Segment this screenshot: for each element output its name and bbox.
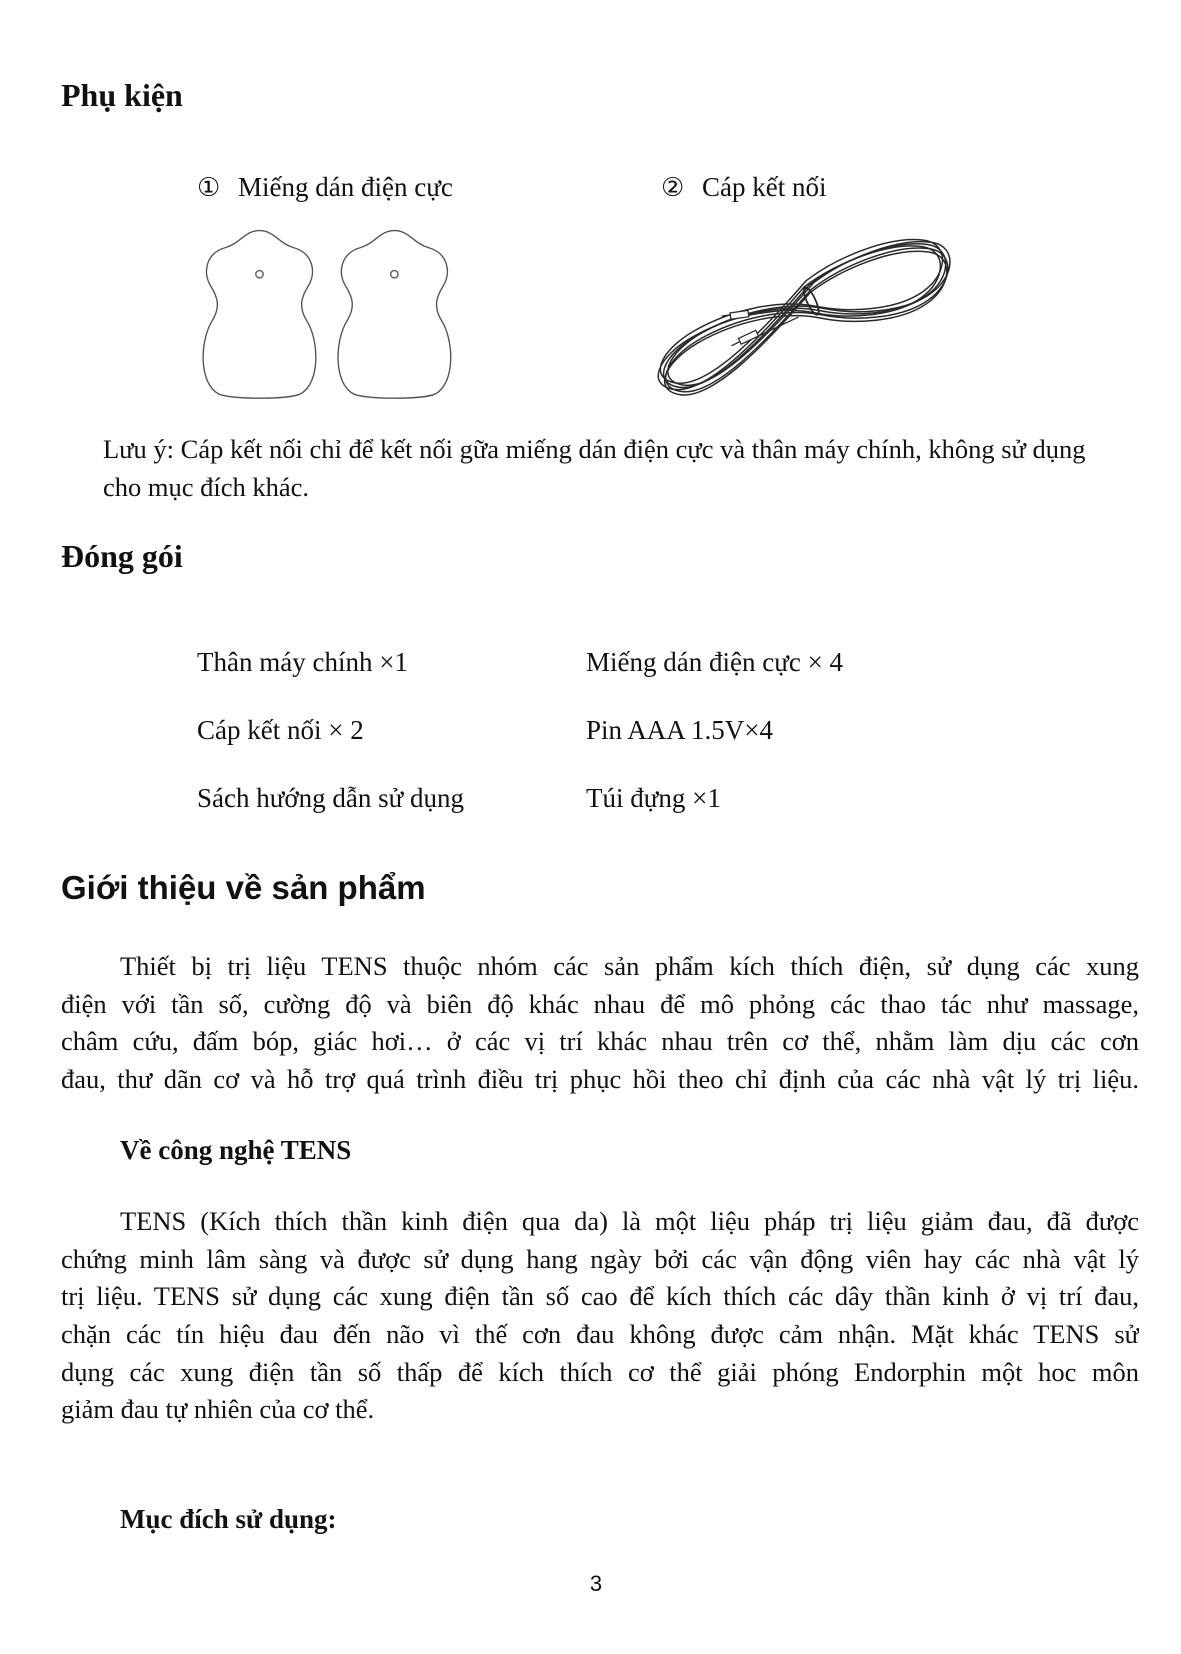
cable-strand: [665, 251, 947, 395]
packaging-item: Cáp kết nối × 2: [197, 715, 364, 745]
section-heading-packaging: Đóng gói: [61, 538, 183, 574]
note-line: cho mục đích khác.: [103, 472, 310, 502]
item-label: Cáp kết nối: [702, 172, 827, 202]
connection-cable-illustration: [644, 234, 953, 399]
packaging-item: Miếng dán điện cực × 4: [586, 647, 844, 677]
electrode-pad-left: [203, 231, 316, 399]
paragraph-line: TENS (Kích thích thần kinh điện qua da) là một liệu pháp trị liệu giảm đau, đã được: [120, 1206, 1139, 1236]
note-line: Lưu ý: Cáp kết nối chỉ để kết nối gữa miếng dán điện cực và thân máy chính, không sử dụng: [103, 434, 1086, 464]
electrode-pad-outline: [338, 231, 451, 399]
item-number: ②: [661, 173, 685, 203]
subheading-tens-technology: Về công nghệ TENS: [120, 1135, 352, 1165]
paragraph-line: chứng minh lâm sàng và được sử dụng hang ngày bởi các vận động viên hay các nhà vật lý: [61, 1243, 1139, 1274]
paragraph-line: dụng các xung điện tần số thấp để kích thích cơ thể giải phóng Endorphin một hoc môn: [61, 1356, 1139, 1387]
paragraph-line: chặn các tín hiệu đau đến não vì thế cơn đau không được cảm nhận. Mặt khác TENS sử: [61, 1319, 1139, 1350]
accessory-item-connection-cable: [661, 171, 826, 204]
paragraph-line: Thiết bị trị liệu TENS thuộc nhóm các sản phẩm kích thích điện, sử dụng các xung: [120, 951, 1139, 981]
electrode-pad-right: [338, 231, 451, 399]
item-label: Miếng dán điện cực: [238, 172, 453, 202]
accessory-item-electrode-pads: [197, 171, 453, 204]
paragraph-line: châm cứu, đấm bóp, giác hơi… ở các vị trí khác nhau trên cơ thể, nhằm làm dịu các cơn: [61, 1026, 1139, 1057]
product-intro-paragraph: [61, 948, 1139, 1099]
packaging-item: Pin AAA 1.5V×4: [586, 715, 774, 745]
subheading-intended-use: Mục đích sử dụng:: [120, 1504, 337, 1534]
paragraph-line: giảm đau tự nhiên của cơ thể.: [61, 1394, 375, 1425]
electrode-pads-illustration: [200, 226, 456, 402]
section-heading-accessories: Phụ kiện: [61, 77, 183, 113]
section-heading-product-intro: Giới thiệu về sản phẩm: [61, 869, 426, 906]
tens-technology-paragraph: [61, 1203, 1139, 1429]
page-number: 3: [589, 1571, 603, 1596]
accessories-note: [103, 430, 1086, 506]
paragraph-line: đau, thư dãn cơ và hỗ trợ quá trình điều trị phục hồi theo chỉ định của các nhà vật lý trị liệu.: [61, 1064, 1139, 1095]
cable-strand: [658, 246, 940, 390]
packaging-item: Túi đựng ×1: [586, 783, 721, 813]
plug-connector: [730, 310, 749, 319]
plug-pin: [731, 342, 740, 346]
packaging-item: Thân máy chính ×1: [197, 647, 408, 677]
paragraph-line: trị liệu. TENS sử dụng các xung điện tần số cao để kích thích các dây thần kinh ở vị trí đau,: [61, 1281, 1139, 1312]
item-number: ①: [197, 173, 221, 203]
electrode-pad-outline: [203, 231, 316, 399]
cable-coil: [658, 240, 950, 395]
packaging-item: Sách hướng dẫn sử dụng: [197, 783, 465, 813]
paragraph-line: điện với tần số, cường độ và biên độ khác nhau để mô phỏng các thao tác như massage,: [61, 988, 1139, 1019]
cable-strand: [666, 248, 948, 392]
